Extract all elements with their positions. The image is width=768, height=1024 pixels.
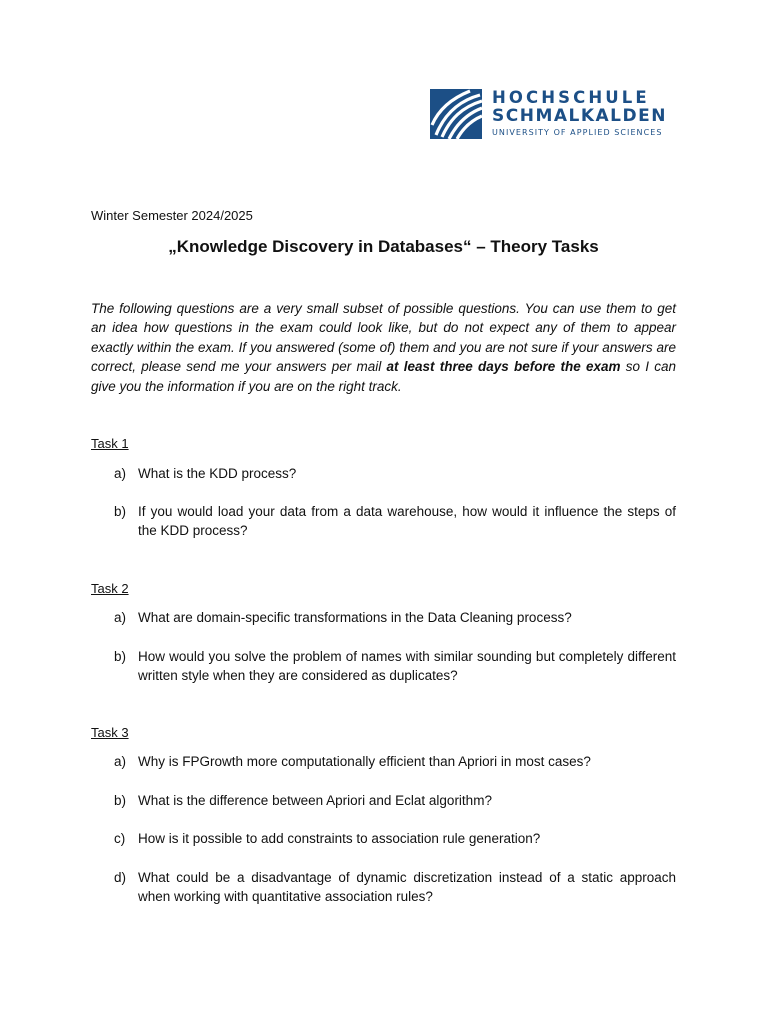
- question-letter: a): [114, 610, 127, 625]
- question-letter: b): [114, 649, 127, 664]
- task-3-question-a: [91, 752, 676, 771]
- logo-line-2: SCHMALKALDEN: [492, 106, 667, 126]
- question-letter: c): [114, 831, 126, 846]
- intro-emphasis: at least three days before the exam: [386, 359, 621, 375]
- question-text: How is it possible to add constraints to association rule generation?: [138, 831, 541, 846]
- question-text: What is the difference between Apriori and Eclat algorithm?: [138, 793, 492, 808]
- question-letter: d): [114, 870, 127, 885]
- task-1-question-b: [91, 502, 676, 541]
- logo-line-3: UNIVERSITY OF APPLIED SCIENCES: [492, 128, 663, 137]
- task-3-question-d: [91, 868, 676, 907]
- question-letter: a): [114, 466, 127, 481]
- logo-line-1: HOCHSCHULE: [492, 88, 650, 107]
- question-letter: b): [114, 793, 127, 808]
- task-2-heading: Task 2: [91, 581, 129, 596]
- semester-label: Winter Semester 2024/2025: [91, 208, 253, 223]
- task-3-question-b: [91, 791, 676, 810]
- question-letter: b): [114, 504, 127, 519]
- logo-wordmark: [492, 88, 667, 137]
- task-3-heading: Task 3: [91, 725, 129, 740]
- question-text: What are domain-specific transformations in the Data Cleaning process?: [138, 610, 572, 625]
- task-3-question-c: [91, 829, 676, 848]
- task-2-question-b: [91, 647, 676, 686]
- question-text: Why is FPGrowth more computationally efficient than Apriori in most cases?: [138, 754, 591, 769]
- intro-paragraph: [91, 299, 676, 396]
- intro-text-before: The following questions are a very small subset of possible questions. You can use them to get an idea how questions in the exam could look like, but do not expect any of them to appear exactly within the exam. If you answered (some of) them and you are not sure if your answers are correct, please send me your answers per mail: [91, 301, 676, 375]
- task-1-question-a: [91, 464, 676, 483]
- task-1-heading: Task 1: [91, 436, 129, 451]
- task-2-question-a: [91, 608, 676, 627]
- question-text: What is the KDD process?: [138, 466, 297, 481]
- question-letter: a): [114, 754, 127, 769]
- question-text: What could be a disadvantage of dynamic discretization instead of a static approach when working with quantitative association rules?: [138, 870, 676, 905]
- intro-text-after: so I can give you the information if you are on the right track.: [91, 359, 676, 394]
- logo-mark-icon: [430, 89, 482, 139]
- university-logo: [430, 88, 676, 140]
- question-text: If you would load your data from a data warehouse, how would it influence the steps of the KDD process?: [138, 504, 676, 539]
- document-title: „Knowledge Discovery in Databases“ – Theory Tasks: [168, 237, 599, 256]
- question-text: How would you solve the problem of names with similar sounding but completely different written style when they are considered as duplicates?: [138, 649, 676, 684]
